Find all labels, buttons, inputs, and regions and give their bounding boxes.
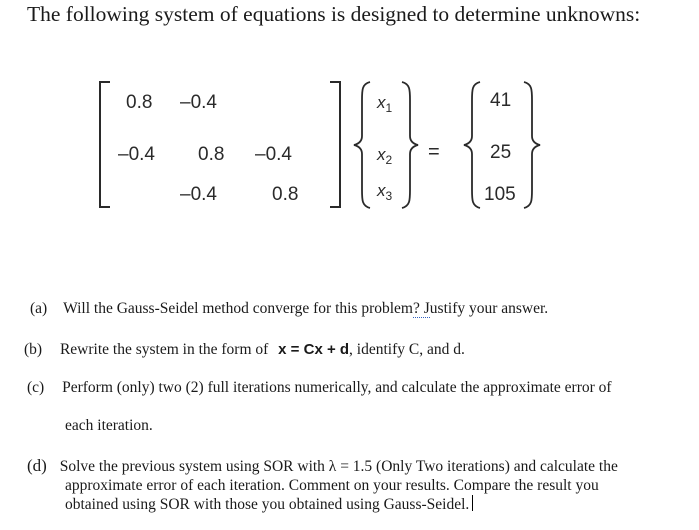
question-label: (b) [24, 341, 43, 358]
question-a: (a) Will the Gauss-Seidel method converge for this problem? Justify your answer. [30, 300, 549, 317]
question-d-line2: approximate error of each iteration. Comment on your results. Compare the result you [65, 477, 599, 494]
matrix-cell: 0.8 [126, 92, 153, 113]
matrix-right-bracket [330, 82, 340, 207]
unknown-x3: $x_3$ [377, 181, 393, 203]
question-c-line2: each iteration. [65, 417, 153, 434]
matrix-cell: 0.8 [198, 144, 225, 165]
rhs-value: 25 [490, 142, 512, 163]
intro-sentence: The following system of equations is designed to determine unknowns: [27, 2, 641, 26]
unknown-x1: $x_1$ [377, 93, 393, 115]
text-cursor [472, 495, 473, 511]
matrix-cell: –0.4 [180, 92, 217, 113]
rhs-left-brace [464, 82, 480, 208]
unknowns-left-brace [354, 82, 370, 208]
question-d: (d) Solve the previous system using SOR with λ = 1.5 (Only Two iterations) and calculate the [27, 456, 618, 475]
question-label: (d) [27, 456, 47, 475]
question-d-line3: obtained using SOR with those you obtained using Gauss-Seidel. [65, 495, 473, 514]
unknown-x2: $x_2$ [377, 145, 393, 167]
matrix-cell: –0.4 [255, 144, 292, 165]
rhs-value: 105 [484, 184, 516, 205]
matrix-left-bracket [100, 82, 110, 207]
question-b: (b) Rewrite the system in the form of x = Cx + d, identify C, and d. [24, 341, 465, 358]
rhs-right-brace [524, 82, 540, 208]
matrix-cell: 0.8 [272, 184, 299, 205]
equals-sign: = [428, 141, 440, 163]
question-c: (c) Perform (only) two (2) full iterations numerically, and calculate the approximate error of [27, 379, 612, 396]
rhs-value: 41 [490, 90, 512, 111]
matrix-cell: –0.4 [180, 184, 217, 205]
question-label: (c) [27, 379, 45, 396]
formula: x = Cx + d [278, 341, 350, 358]
matrix-cell: –0.4 [118, 144, 155, 165]
question-label: (a) [30, 300, 48, 317]
matrix-equation [0, 0, 699, 240]
unknowns-right-brace [402, 82, 418, 208]
